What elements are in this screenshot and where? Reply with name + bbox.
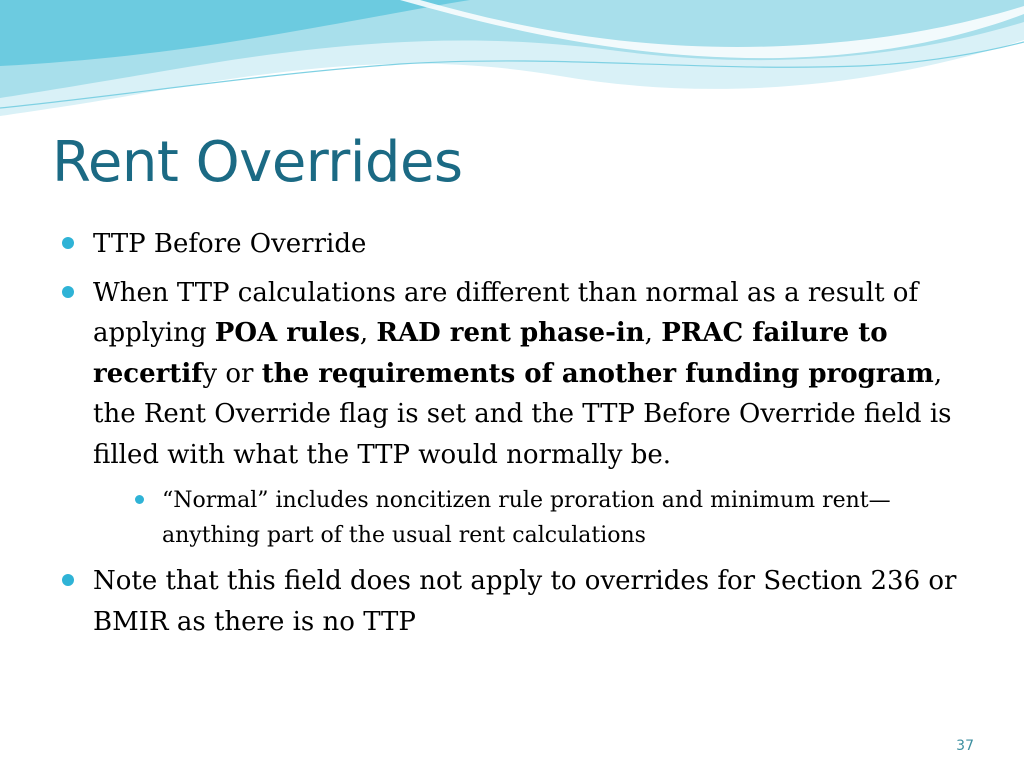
- bullet-run-bold: PRAC failure to recertif: [93, 318, 888, 389]
- round-bullet-icon: [135, 495, 144, 504]
- bullet-run-plain: When TTP calculations are different than normal as a result of applying: [93, 277, 919, 348]
- bullet-item: [62, 561, 966, 642]
- page-number: 37: [956, 738, 974, 754]
- sub-bullet-item: [135, 483, 966, 553]
- slide-body: [62, 224, 966, 650]
- bullet-run-bold: POA rules: [214, 318, 360, 348]
- wave-header-decoration: [0, 0, 1024, 130]
- bullet-run-plain: , the Rent Override flag is set and the TTP Before Override field is filled with what the TTP would normally be.: [93, 358, 952, 470]
- bullet-item: [62, 224, 966, 265]
- bullet-run-bold: the requirements of another funding program: [261, 358, 934, 389]
- bullet-list: [62, 224, 966, 642]
- round-bullet-icon: [62, 286, 74, 298]
- bullet-item: [62, 273, 966, 554]
- bullet-run-bold: RAD rent phase-in: [376, 318, 645, 348]
- bullet-text: Note that this field does not apply to overrides for Section 236 or BMIR as there is no TTP: [93, 566, 957, 637]
- bullet-text: TTP Before Override: [93, 229, 367, 259]
- sub-bullet-text: “Normal” includes noncitizen rule proration and minimum rent—anything part of the usual rent calculations: [162, 488, 891, 548]
- bullet-run-plain: y or: [202, 358, 262, 389]
- round-bullet-icon: [62, 574, 74, 586]
- bullet-run-plain: ,: [644, 318, 662, 348]
- round-bullet-icon: [62, 237, 74, 249]
- slide-title: Rent Overrides: [52, 130, 463, 195]
- bullet-text: [93, 278, 951, 470]
- bullet-run-plain: ,: [359, 318, 377, 348]
- sub-bullet-list: [135, 483, 966, 553]
